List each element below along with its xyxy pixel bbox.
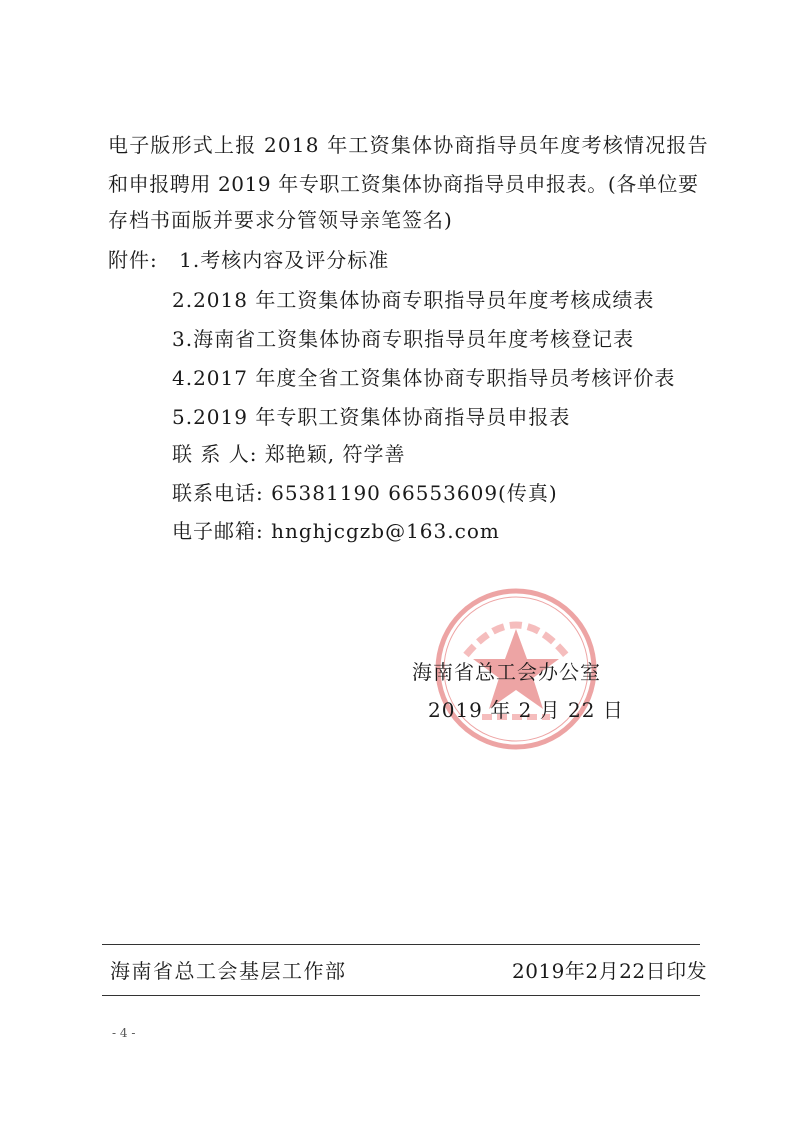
signature-organization: 海南省总工会办公室 xyxy=(412,660,601,684)
signature-date: 2019 年 2 月 22 日 xyxy=(428,698,624,722)
attachment-item-3: 3.海南省工资集体协商专职指导员年度考核登记表 xyxy=(172,327,635,351)
contact-person: 联 系 人: 郑艳颖, 符学善 xyxy=(172,442,406,466)
page-number: - 4 - xyxy=(112,1026,136,1040)
footer-rule-top xyxy=(102,944,700,945)
footer-issue-date: 2019年2月22日印发 xyxy=(512,959,708,983)
attachment-item-4: 4.2017 年度全省工资集体协商专职指导员考核评价表 xyxy=(172,366,676,390)
body-line-3: 存档书面版并要求分管领导亲笔签名) xyxy=(108,208,453,232)
footer-department: 海南省总工会基层工作部 xyxy=(110,959,347,983)
contact-phone: 联系电话: 65381190 66553609(传真) xyxy=(172,481,558,505)
body-line-2: 和申报聘用 2019 年专职工资集体协商指导员申报表。(各单位要 xyxy=(108,172,699,196)
attachment-item-1: 1.考核内容及评分标准 xyxy=(179,248,390,272)
contact-email: 电子邮箱: hnghjcgzb@163.com xyxy=(172,519,500,543)
attachments-line xyxy=(108,243,389,277)
attachment-item-5: 5.2019 年专职工资集体协商指导员申报表 xyxy=(172,405,571,429)
footer-rule-bottom xyxy=(102,995,700,996)
attachment-item-2: 2.2018 年工资集体协商专职指导员年度考核成绩表 xyxy=(172,288,655,312)
attachments-label: 附件: xyxy=(108,248,158,272)
body-line-1: 电子版形式上报 2018 年工资集体协商指导员年度考核情况报告 xyxy=(108,133,709,157)
